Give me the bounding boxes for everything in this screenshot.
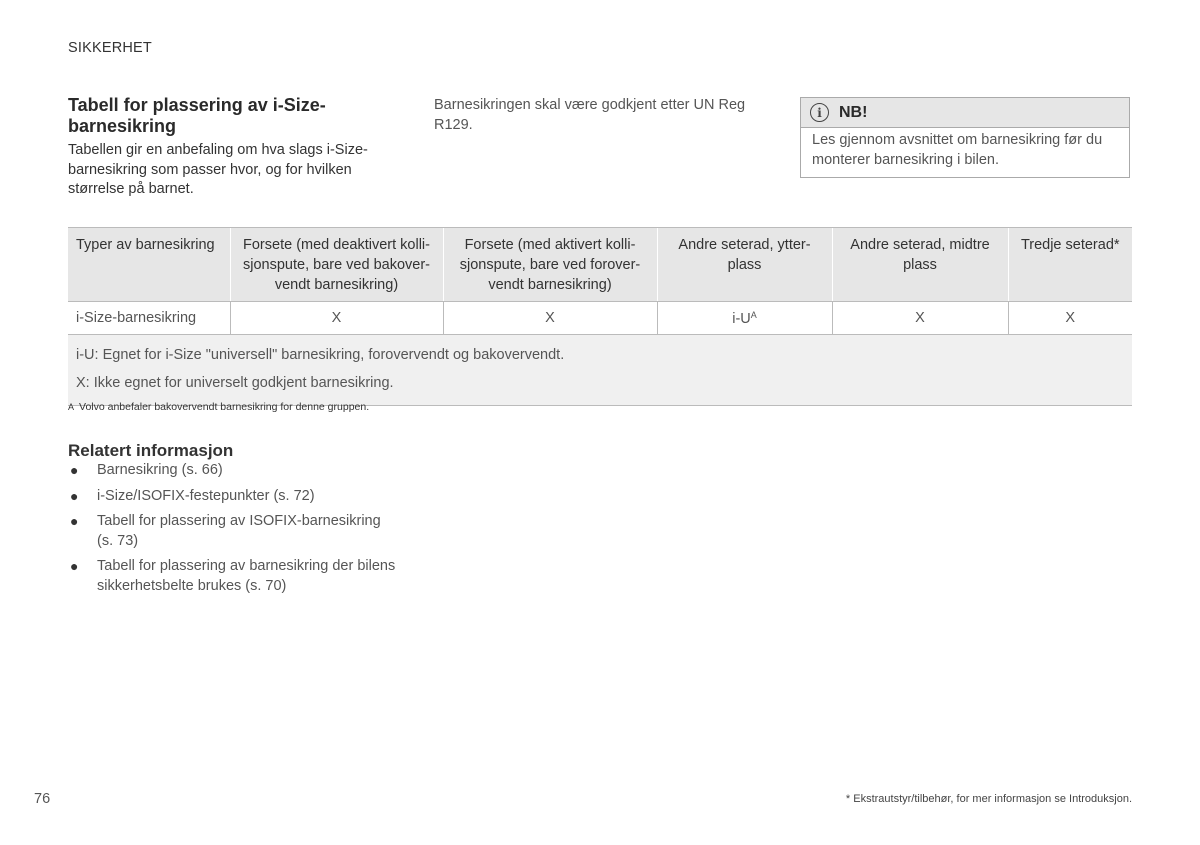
footnote-ref-a: A xyxy=(750,309,757,320)
related-item[interactable] xyxy=(68,461,398,481)
cell-second-outer xyxy=(657,302,832,335)
bullet-icon: ● xyxy=(70,462,79,478)
note-header xyxy=(801,98,1129,128)
cell-third-row: X xyxy=(1008,302,1132,335)
related-link-sikkerhetsbelte-tabell[interactable]: Tabell for plassering av barnesikring der bilens sikkerhetsbelte brukes (s. 70) xyxy=(97,558,396,594)
legend-x: X: Ikke egnet for universelt godkjent barnesikring. xyxy=(76,375,394,391)
header-second-middle: Andre seterad, midtre plass xyxy=(832,228,1008,302)
related-link-isofix-festepunkter[interactable]: i-Size/ISOFIX-festepunkter (s. 72) xyxy=(97,487,315,504)
related-title: Relatert informasjon xyxy=(68,441,234,460)
note-box xyxy=(800,97,1130,178)
note-body: Les gjennom avsnittet om barnesikring før du monterer barnesikring i bilen. xyxy=(812,132,1103,168)
header-type: Typer av barnesikring xyxy=(68,228,230,302)
header-third-row: Tredje seterad* xyxy=(1008,228,1132,302)
related-link-barnesikring[interactable]: Barnesikring (s. 66) xyxy=(97,462,223,478)
cell-second-middle: X xyxy=(832,302,1008,335)
cell-type: i-Size-barnesikring xyxy=(68,302,230,335)
legend-row xyxy=(68,335,1132,406)
bullet-icon: ● xyxy=(70,487,79,504)
header-front-activated: Forsete (med aktivert kolli-sjonspute, bare ved forover-vendt barnesikring) xyxy=(443,228,657,302)
bottom-note: * Ekstrautstyr/tilbehør, for mer informasjon se Introduksjon. xyxy=(845,793,1132,805)
cell-front-activated: X xyxy=(443,302,657,335)
intro-text: Tabellen gir en anbefaling om hva slags i-Size-barnesikring som passer hvor, og for hvilken størrelse på barnet. xyxy=(68,142,368,197)
legend-iu: i-U: Egnet for i-Size "universell" barnesikring, forovervendt og bakovervendt. xyxy=(76,347,565,363)
related-item[interactable] xyxy=(68,512,398,551)
related-item[interactable] xyxy=(68,487,398,507)
footnote-marker: A xyxy=(68,402,75,412)
section-header: SIKKERHET xyxy=(68,40,152,56)
related-item[interactable] xyxy=(68,557,398,596)
approval-text: Barnesikringen skal være godkjent etter UN Reg R129. xyxy=(434,97,746,133)
bullet-icon: ● xyxy=(70,513,79,529)
cell-front-deactivated: X xyxy=(230,302,443,335)
related-link-isofix-tabell[interactable]: Tabell for plassering av ISOFIX-barnesikring (s. 73) xyxy=(97,513,381,549)
info-icon: i xyxy=(810,103,829,122)
table-footnote xyxy=(68,401,369,413)
header-front-deactivated: Forsete (med deaktivert kolli-sjonspute, bare ved bakover-vendt barnesikring) xyxy=(230,228,443,302)
bullet-icon: ● xyxy=(70,558,79,574)
header-second-outer: Andre seterad, ytter-plass xyxy=(657,228,832,302)
placement-table xyxy=(68,227,1132,406)
related-list xyxy=(68,461,398,602)
footnote-text: Volvo anbefaler bakovervendt barnesikring for denne gruppen. xyxy=(79,401,370,413)
page-title: Tabell for plassering av i-Size-barnesikring xyxy=(68,95,326,136)
table-row xyxy=(68,302,1132,335)
legend-cell xyxy=(68,335,1132,406)
cell-second-outer-value: i-U xyxy=(732,310,751,327)
note-title: NB! xyxy=(839,103,868,121)
page-number: 76 xyxy=(34,791,51,807)
table-header-row xyxy=(68,228,1132,302)
